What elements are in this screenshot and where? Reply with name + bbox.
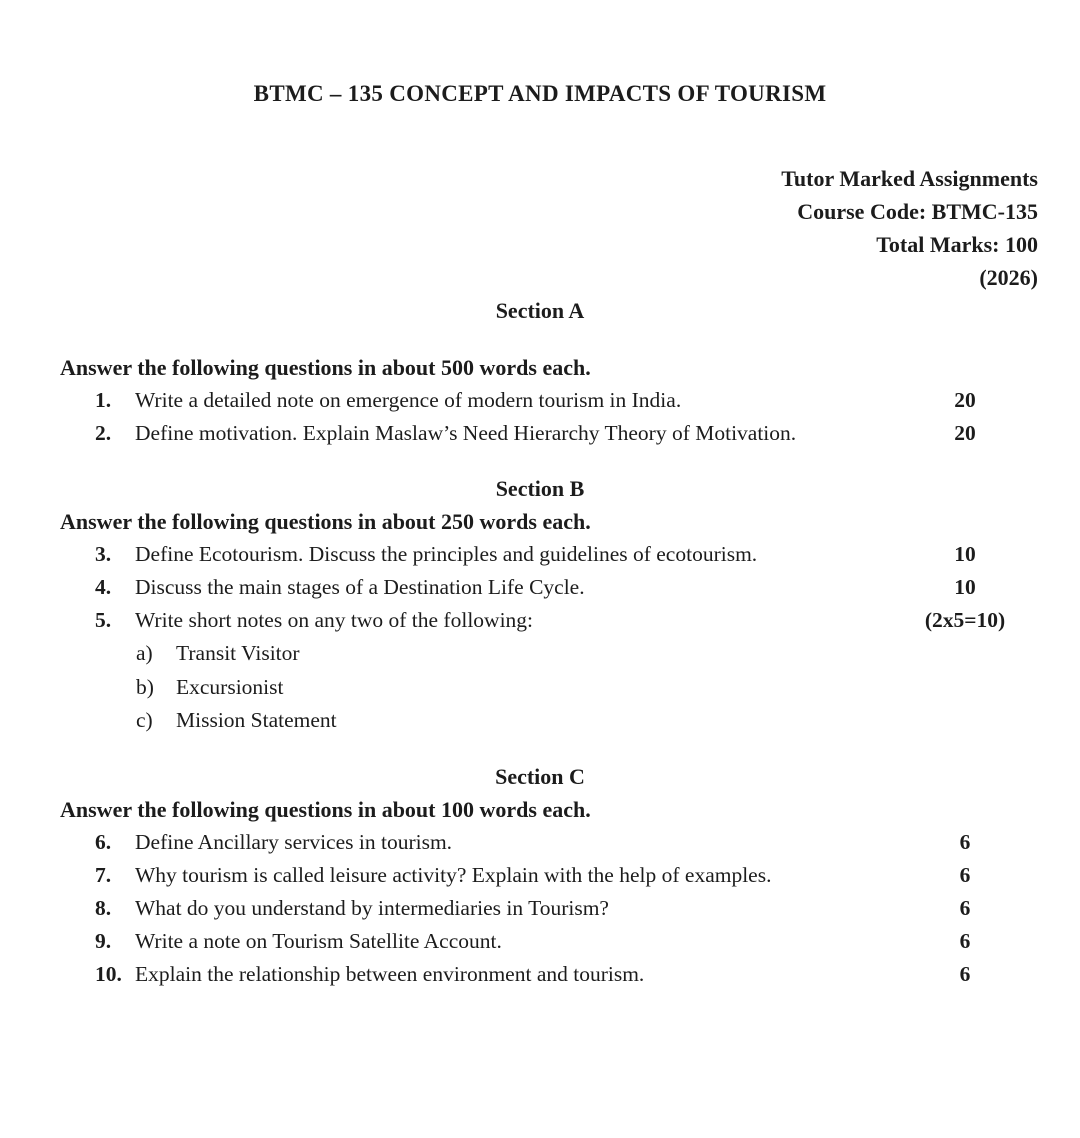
subitem-row	[0, 704, 1080, 738]
subitem-marker: b)	[136, 674, 154, 699]
question-number: 9.	[95, 928, 112, 953]
question-row	[0, 826, 1080, 859]
question-number: 4.	[95, 575, 112, 599]
header-line-total-marks: Total Marks: 100	[876, 232, 1038, 257]
section-a-instruction: Answer the following questions in about 500 words each.	[60, 355, 591, 380]
question-marks: 6	[959, 961, 971, 986]
question-row	[0, 859, 1080, 892]
subitem-row	[0, 671, 1080, 705]
assignment-header-block	[0, 162, 1080, 294]
question-row	[0, 538, 1080, 571]
question-number: 5.	[95, 608, 112, 632]
question-marks: 10	[954, 542, 976, 566]
question-text: Write a note on Tourism Satellite Account.	[135, 928, 502, 953]
header-line-year: (2026)	[979, 265, 1038, 290]
question-marks: 20	[954, 421, 976, 445]
question-number: 6.	[95, 829, 112, 854]
question-marks: 20	[954, 388, 976, 412]
question-row	[0, 417, 1080, 450]
section-a-heading: Section A	[495, 298, 585, 323]
subitem-marker: c)	[136, 708, 153, 732]
question-number: 7.	[95, 862, 112, 887]
question-text: Define Ancillary services in tourism.	[135, 829, 453, 854]
question-number: 2.	[95, 421, 112, 445]
question-text: Define motivation. Explain Maslaw’s Need Hierarchy Theory of Motivation.	[135, 421, 797, 445]
subitem-text: Mission Statement	[176, 708, 337, 732]
question-number: 10.	[95, 961, 122, 986]
question-number: 1.	[95, 388, 112, 412]
question-row	[0, 958, 1080, 991]
question-marks: (2x5=10)	[924, 608, 1006, 632]
question-text: Write short notes on any two of the following:	[135, 608, 534, 632]
section-b-instruction: Answer the following questions in about 250 words each.	[60, 509, 591, 534]
question-text: What do you understand by intermediaries in Tourism?	[135, 895, 609, 920]
question-row	[0, 925, 1080, 958]
question-number: 8.	[95, 895, 112, 920]
section-c-heading: Section C	[495, 763, 585, 789]
question-row	[0, 604, 1080, 637]
header-line-assignment-type: Tutor Marked Assignments	[781, 166, 1038, 191]
section-c-instruction: Answer the following questions in about 100 words each.	[60, 796, 591, 822]
question-row	[0, 571, 1080, 604]
question-marks: 6	[959, 895, 971, 920]
subitem-marker: a)	[136, 641, 153, 665]
question-marks: 10	[954, 575, 976, 599]
question-text: Explain the relationship between environment and tourism.	[135, 961, 645, 986]
section-b-heading: Section B	[495, 476, 585, 501]
question-number: 3.	[95, 542, 112, 566]
question-marks: 6	[959, 928, 971, 953]
question-text: Why tourism is called leisure activity? Explain with the help of examples.	[135, 862, 772, 887]
header-line-course-code: Course Code: BTMC-135	[797, 199, 1038, 224]
subitem-text: Excursionist	[176, 674, 284, 699]
question-row	[0, 892, 1080, 925]
subitem-row	[0, 637, 1080, 671]
question-text: Write a detailed note on emergence of modern tourism in India.	[135, 388, 682, 412]
question-row	[0, 384, 1080, 417]
subitem-text: Transit Visitor	[176, 641, 300, 665]
question-text: Define Ecotourism. Discuss the principles and guidelines of ecotourism.	[135, 542, 758, 566]
question-marks: 6	[959, 862, 971, 887]
question-text: Discuss the main stages of a Destination Life Cycle.	[135, 575, 585, 599]
page-title: BTMC – 135 CONCEPT AND IMPACTS OF TOURISM	[253, 81, 827, 106]
question-marks: 6	[959, 829, 971, 854]
